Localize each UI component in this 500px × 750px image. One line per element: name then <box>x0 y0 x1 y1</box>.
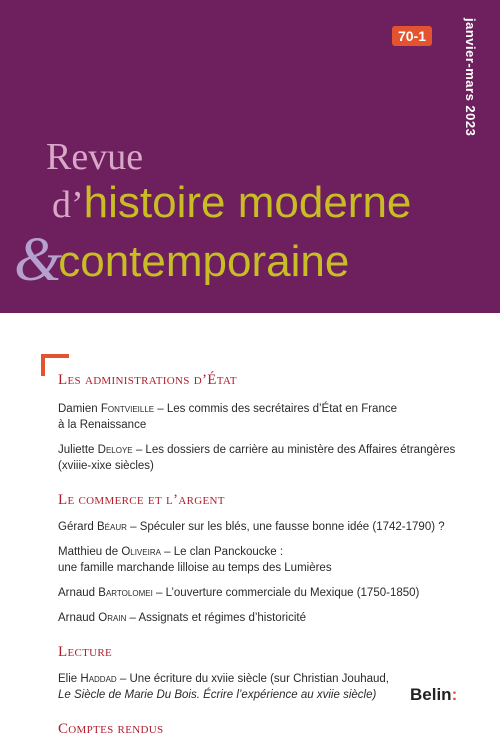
entry-title-cont: Le Siècle de Marie Du Bois. Écrire l’expérience au xviie siècle) <box>58 689 377 701</box>
author-last: Oliveira <box>121 546 161 558</box>
entry-title: – Assignats et régimes d’historicité <box>126 612 306 624</box>
author-first: Damien <box>58 403 98 415</box>
section-heading: Les administrations d’État <box>58 372 237 388</box>
author-first: Gérard <box>58 521 94 533</box>
toc-entry[interactable] <box>58 442 478 474</box>
author-last: Bartolomei <box>98 587 153 599</box>
entry-title-cont: une famille marchande lilloise au temps des Lumières <box>58 562 332 574</box>
title-d: d’ <box>52 184 84 226</box>
entry-title: – Les dossiers de carrière au ministère des Affaires étrangères <box>132 444 456 456</box>
publisher-logo <box>410 685 457 705</box>
author-first: Elie <box>58 673 78 685</box>
cover-header <box>0 0 500 313</box>
section-heading: Lecture <box>58 644 113 660</box>
entry-title: – Les commis des secrétaires d’État en France <box>154 403 397 415</box>
author-first: Arnaud <box>58 612 96 624</box>
title-line-histoire <box>52 178 411 238</box>
ampersand-glyph: & <box>14 226 63 294</box>
publisher-name: Belin <box>410 685 452 704</box>
entry-title: – L’ouverture commerciale du Mexique (1750-1850) <box>152 587 420 599</box>
toc-entry[interactable] <box>58 585 478 601</box>
entry-title-cont: (xviiie-xixe siècles) <box>58 460 154 472</box>
title-revue: Revue <box>46 136 144 178</box>
toc-entry[interactable] <box>58 519 478 535</box>
toc-bracket-horizontal <box>41 354 69 358</box>
issue-badge: 70-1 <box>392 26 432 46</box>
title-line-contemporaine <box>14 226 350 300</box>
entry-title: – Une écriture du xviie siècle (sur Christian Jouhaud, <box>116 673 389 685</box>
section-heading: Comptes rendus <box>58 721 164 737</box>
section-heading: Le commerce et l’argent <box>58 492 225 508</box>
title-histoire: histoire moderne <box>83 178 412 227</box>
toc-entry[interactable] <box>58 401 478 433</box>
author-last: Haddad <box>80 673 117 685</box>
toc-entry[interactable] <box>58 544 478 576</box>
entry-title: – Spéculer sur les blés, une fausse bonne idée (1742-1790) ? <box>126 521 445 533</box>
publisher-mark: : <box>451 685 458 704</box>
author-first: Arnaud <box>58 587 96 599</box>
entry-title-cont: à la Renaissance <box>58 419 147 431</box>
issue-date: janvier-mars 2023 <box>463 18 478 137</box>
author-last: Deloye <box>97 444 133 456</box>
entry-title: – Le clan Panckoucke : <box>160 546 284 558</box>
author-last: Fontvieille <box>100 403 155 415</box>
table-of-contents <box>58 372 478 738</box>
author-first: Juliette <box>58 444 95 456</box>
toc-entry[interactable] <box>58 610 478 626</box>
title-contemporaine: contemporaine <box>58 237 350 286</box>
author-first: Matthieu de <box>58 546 119 558</box>
author-last: Béaur <box>97 521 127 533</box>
author-last: Orain <box>98 612 127 624</box>
